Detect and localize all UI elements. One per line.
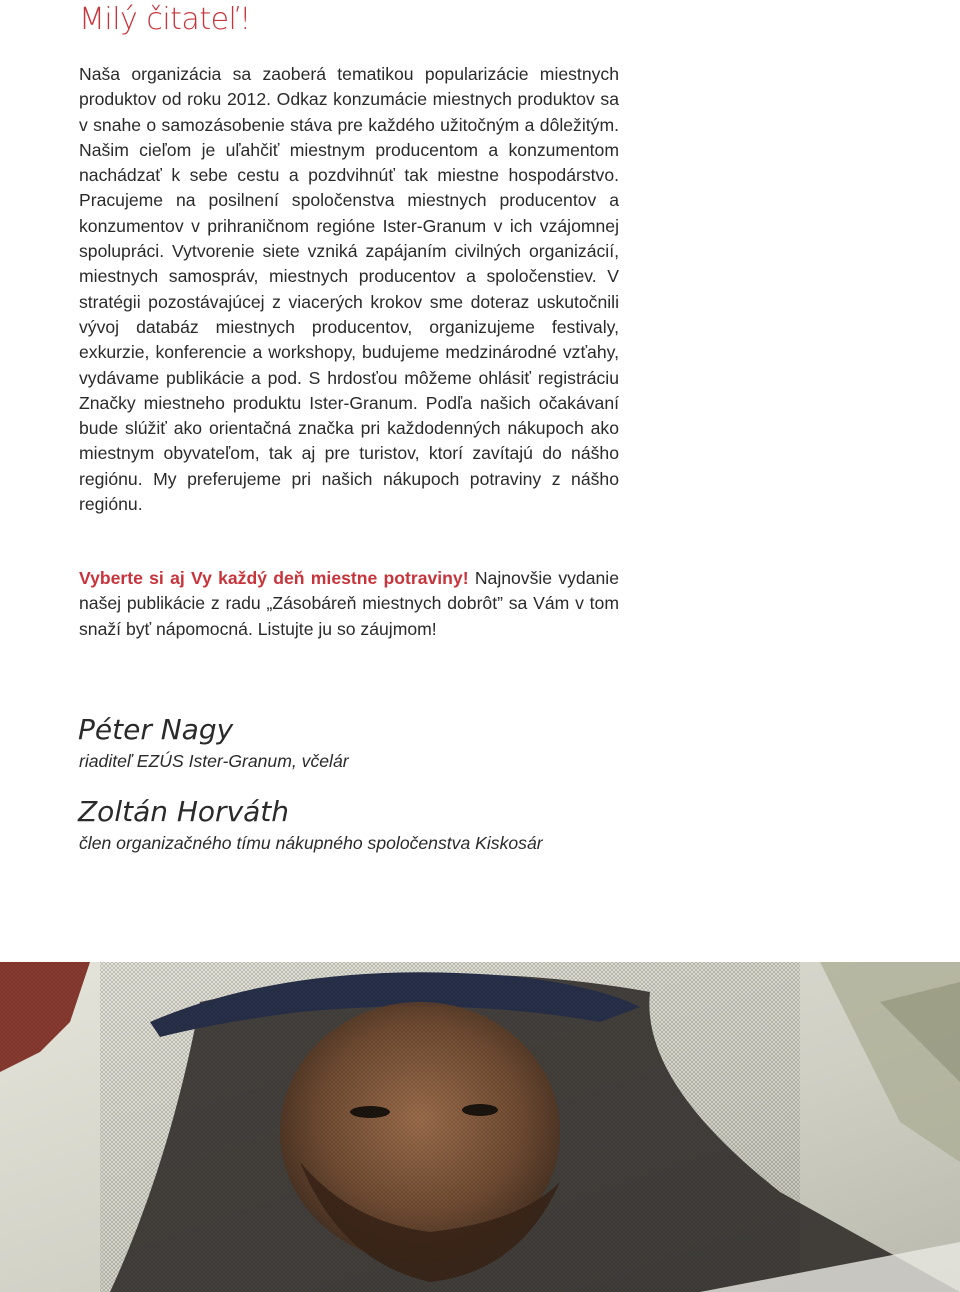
intro-paragraph: Naša organizácia sa zaoberá tematikou popularizácie miestnych produktov od roku 2012. Odkaz konzumácie miestnych produktov sa v snahe o samozásobenie stáva pre každého užitočným a dôležitým. Našim cieľom je uľahčiť miestnym producentom a konzumentom nachádzať k sebe cestu a pozdvihnúť tak miestne hospodárstvo. Pracujeme na posilnení spoločenstva miestnych producentov a konzumentov v prihraničnom regióne Ister-Granum v ich vzájomnej spolupráci. Vytvorenie siete vzniká zapájaním civilných organizácií, miestnych samospráv, miestnych producentov a spoločenstiev. V stratégii pozostávajúcej z viacerých krokov sme doteraz uskutočnili vývoj databáz miestnych producentov, organizujeme festivaly, exkurzie, konferencie a workshopy, budujeme medzinárodné vzťahy, vydávame publikácie a pod. S hrdosťou môžeme ohlásiť registráciu Značky miestneho produktu Ister-Granum. Podľa našich očakávaní bude slúžiť ako orientačná značka pri každodenných nákupoch ako miestnym obyvateľom, tak aj pre turistov, ktorí zavítajú do nášho regiónu. My preferujeme pri našich nákupoch potraviny z nášho regiónu. (79, 64, 619, 515)
beekeeper-photo (0, 962, 960, 1292)
page-title: Milý čitateľ! (79, 2, 251, 37)
signature-name: Péter Nagy (78, 713, 234, 746)
closing-text: Najnovšie vydanie našej publikácie z radu „Zásobáreň miestnych dobrôt” sa Vám v tom snaží byť nápomocná. Listujte ju so záujmom! (79, 568, 619, 639)
signature-role: riaditeľ EZÚS Ister-Granum, včelár (79, 751, 349, 771)
closing-paragraph (79, 566, 619, 642)
signature-name: Zoltán Horváth (78, 795, 290, 828)
signature-role: člen organizačného tímu nákupného spoločenstva Kiskosár (79, 833, 543, 853)
closing-highlight: Vyberte si aj Vy každý deň miestne potraviny! (79, 568, 469, 588)
